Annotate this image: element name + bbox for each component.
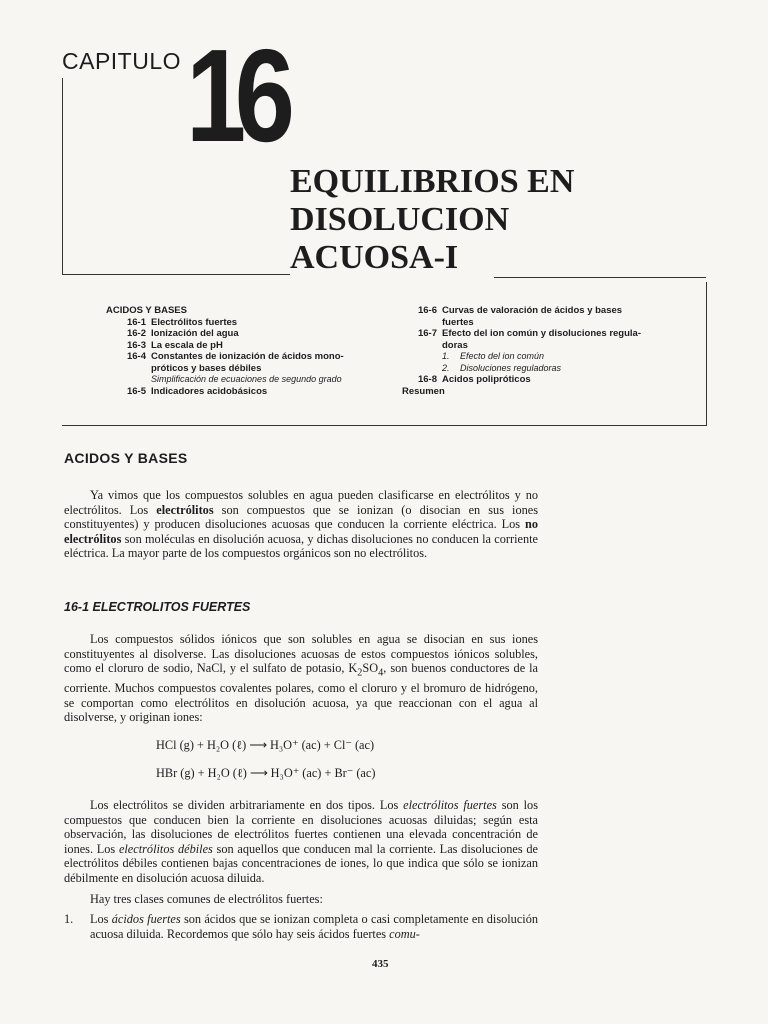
frame-title-rule — [494, 277, 706, 278]
toc-resumen: Resumen — [402, 385, 445, 397]
equation-hbr: HBr (g) + H₂O (ℓ) ⟶ H₃O⁺ (ac) + Br⁻ (ac) — [156, 766, 376, 780]
toc-item: 16-8 Acidos polipróticos — [417, 374, 531, 385]
toc-item: 16-2 Ionización del agua — [126, 328, 239, 339]
body-paragraph: Los compuestos sólidos iónicos que son solubles en agua se disocian en sus iones constituyentes al disolverse. Las disoluciones acuosas de estos compuestos iónicos solubles, como el cloruro de sodio, NaCl, y el sulfato de potasio, $K_2SO_4$, son buenos conductores de la corriente. Muchos compuestos covalentes polares, como el cloruro y el bromuro de hidrógeno, se comportan como electrólitos en disolución acuosa, ya que reaccionan con el agua al disolverse, y originan iones: — [64, 632, 539, 725]
frame-right-rule — [706, 282, 707, 425]
toc-subitem: 1. Efecto del ion común — [442, 351, 545, 361]
toc-right-column — [402, 305, 682, 397]
toc-item: 16-6 Curvas de valoración de ácidos y bases — [417, 305, 623, 316]
toc-item: 16-3 La escala de pH — [126, 339, 223, 351]
equation-hcl: HCl (g) + H₂O (ℓ) ⟶ H₃O⁺ (ac) + Cl⁻ (ac) — [156, 738, 375, 752]
list-item: 1. Los ácidos fuertes son ácidos que se ionizan completa o casi completamente en disolución acuosa diluida. Recordemos que sólo hay seis ácidos fuertes comu- — [64, 912, 539, 941]
toc-item: 16-5 Indicadores acidobásicos — [126, 385, 268, 397]
page-number: 435 — [372, 958, 389, 970]
chapter-title — [290, 163, 574, 277]
toc-item: fuertes — [442, 316, 474, 328]
frame-lower-rule — [62, 425, 707, 426]
frame-bottom-rule — [62, 274, 290, 275]
section-heading: ACIDOS Y BASES — [64, 450, 188, 466]
toc-subitem: Simplificación de ecuaciones de segundo grado — [151, 374, 342, 384]
body-paragraph: Los electrólitos se dividen arbitrariamente en dos tipos. Los electrólitos fuertes son los compuestos que conducen bien la corriente en disoluciones acuosas diluidas; según esta observación, las disoluciones de electrólitos fuertes contienen una elevada concentración de iones. Los electrólitos débiles son aquellos que conducen mal la corriente. Las disoluciones de electrólitos débiles contienen bajas concentraciones de iones, lo que indica que sólo se ionizan débilmente en disolución acuosa diluida. — [64, 798, 538, 885]
toc-item: 16-4 Constantes de ionización de ácidos mono- — [126, 351, 344, 362]
title-line-2: DISOLUCION — [290, 201, 510, 238]
toc-subitem: 2. Disoluciones reguladoras — [442, 362, 562, 373]
title-line-3: ACUOSA-I — [290, 239, 459, 276]
intro-paragraph: Ya vimos que los compuestos solubles en agua pueden clasificarse en electrólitos y no electrólitos. Los electrólitos son compuestos que se ionizan (o disocian en sus iones constituyentes) y producen disoluciones acuosas que conducen la corriente eléctrica. Los no electrólitos son moléculas en disolución acuosa, y dichas disoluciones no conducen la corriente eléctrica. La mayor parte de los compuestos orgánicos son no electrólitos. — [64, 488, 538, 561]
chapter-label: CAPITULO — [62, 48, 182, 74]
subsection-heading: 16-1 ELECTROLITOS FUERTES — [64, 600, 251, 614]
chapter-number: 16 — [186, 22, 284, 169]
toc-left-column — [106, 305, 366, 397]
title-line-1: EQUILIBRIOS EN — [290, 163, 575, 200]
toc-item: doras — [442, 339, 468, 351]
frame-left-rule — [62, 78, 63, 274]
toc-item: 16-7 Efecto del ion común y disoluciones regula- — [417, 328, 642, 339]
body-paragraph: Hay tres clases comunes de electrólitos fuertes: — [90, 892, 323, 906]
toc-item: 16-1 Electrólitos fuertes — [126, 316, 238, 328]
toc-heading: ACIDOS Y BASES — [106, 305, 187, 316]
toc-item: próticos y bases débiles — [151, 362, 262, 374]
